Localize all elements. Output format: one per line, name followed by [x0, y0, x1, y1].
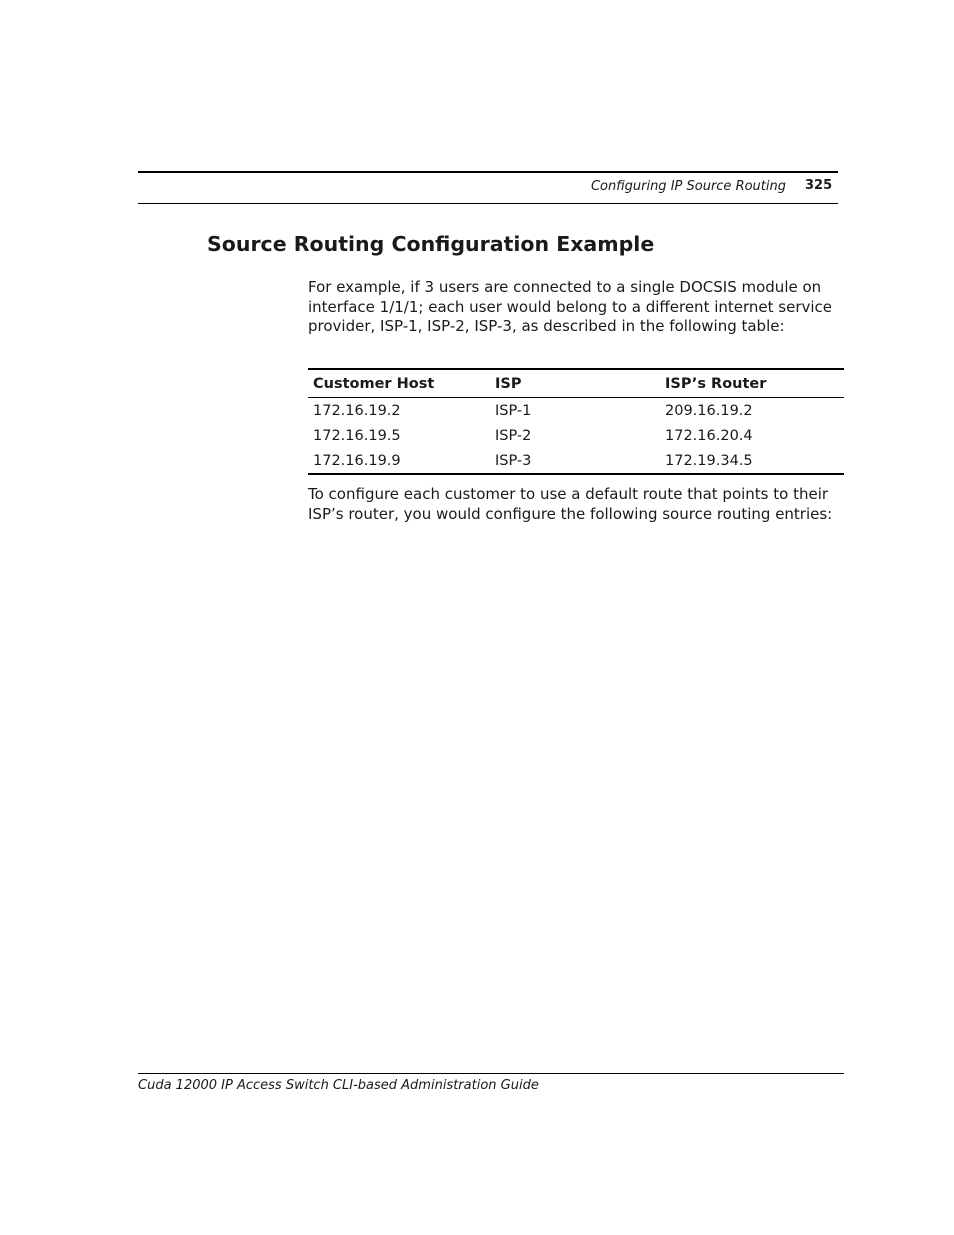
- isp-table: [308, 368, 844, 475]
- column-header-customer-host: Customer Host: [308, 369, 490, 398]
- page-number: 325: [805, 178, 833, 193]
- table-row: [308, 448, 844, 474]
- running-head-title: Configuring IP Source Routing: [590, 179, 786, 194]
- cell-isp-router: 172.19.34.5: [665, 452, 753, 469]
- cell-isp: ISP-3: [495, 452, 532, 469]
- table-row: [308, 423, 844, 448]
- column-header-isp-router: ISP’s Router: [660, 369, 844, 398]
- cell-customer-host: 172.16.19.2: [313, 402, 401, 419]
- header-top-rule: [138, 171, 838, 173]
- table-header-row: [308, 369, 844, 398]
- footer-rule: [138, 1073, 844, 1074]
- column-header-isp: ISP: [490, 369, 660, 398]
- section-title: Source Routing Configuration Example: [207, 232, 655, 256]
- intro-paragraph: For example, if 3 users are connected to a single DOCSIS module on interface 1/1/1; each user would belong to a different internet service provider, ISP-1, ISP-2, ISP-3, as described in the following table:: [308, 278, 833, 336]
- table-row: [308, 398, 844, 424]
- cell-customer-host: 172.16.19.5: [313, 427, 401, 444]
- cell-isp: ISP-2: [495, 427, 532, 444]
- cell-isp-router: 172.16.20.4: [665, 427, 753, 444]
- footer-guide-title: Cuda 12000 IP Access Switch CLI-based Administration Guide: [138, 1078, 539, 1093]
- closing-paragraph: To configure each customer to use a default route that points to their ISP’s router, you would configure the following source routing entries:: [308, 485, 833, 523]
- cell-isp: ISP-1: [495, 402, 532, 419]
- cell-customer-host: 172.16.19.9: [313, 452, 401, 469]
- header-bottom-rule: [138, 203, 838, 204]
- cell-isp-router: 209.16.19.2: [665, 402, 753, 419]
